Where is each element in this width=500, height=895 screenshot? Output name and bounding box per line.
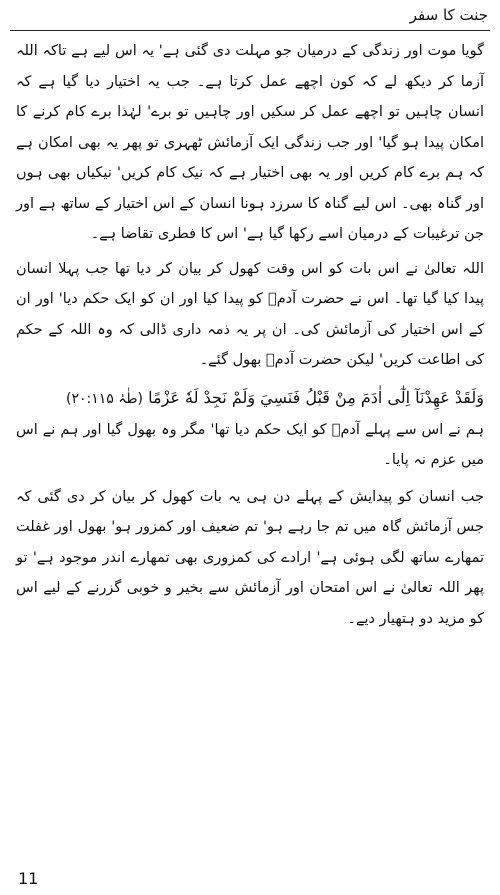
header-divider [10,30,490,31]
verse-reference: (طٰہٰ ۲۰:۱۱۵) [65,390,144,407]
verse-translation: ہم نے اس سے پہلے آدمؑ کو ایک حکم دیا تھا' مگر وہ بھول گیا اور ہم نے اس میں عزم نہ پایا۔ [16,421,484,468]
paragraph-1: گویا موت اور زندگی کے درمیان جو مہلت دی گئی ہے' یہ اس لیے ہے تاکہ اللہ آزما کر دیکھ لے کہ کون اچھے عمل کرتا ہے۔ جب یہ اختیار دیا گیا ہے کہ انسان چاہیں تو اچھے عمل کر سکیں اور چاہیں تو برے' لہٰذا برے کام کرنے کا امکان پیدا ہو گیا' اور جب زندگی ایک آزمائش ٹھہری تو پھر یہ بھی امکان ہے کہ ہم برے کام کریں اور یہ بھی اختیار ہے کہ نیک کام کریں' نیکیاں بھی ہوں اور گناہ بھی۔ اس لیے گناہ کا سرزد ہونا انسان کے اس اختیار کے ساتھ ہے اور جن ترغیبات کے درمیان اسے رکھا گیا ہے' اس کا فطری تقاضا ہے۔ [16,43,484,242]
page-number: 11 [18,869,39,888]
paragraph-2: اللہ تعالیٰ نے اس بات کو اس وقت کھول کر بیان کر دیا تھا جب پہلا انسان پیدا کیا گیا تھا۔ اس نے حضرت آدمؑ کو پیدا کیا اور ان کو ایک حکم دیا' اور ان کے اس اختیار کی آزمائش کی۔ ان پر یہ ذمہ داری ڈالی کہ وہ اللہ کے حکم کی اطاعت کریں' لیکن حضرت آدمؑ بھول گئے۔ [16,260,484,368]
page-body [16,36,484,638]
running-header-title: جنت کا سفر [409,6,488,24]
quran-verse-line [16,384,484,413]
paragraph-3: جب انسان کو پیدایش کے پہلے دن ہی یہ بات کھول کر بیان کر دی گئی کہ جس آزمائش گاہ میں تم جا رہے ہو' تم ضعیف اور کمزور ہو' بھول اور غفلت تمھارے ساتھ لگی ہوئی ہے' ارادے کی کمزوری بھی تمھارے اندر موجود ہے' تو پھر اللہ تعالیٰ نے اس امتحان اور آزمائش سے بخیر و خوبی گزرنے کے لیے اس کو مزید دو ہتھیار دیے۔ [16,488,484,627]
quran-verse: وَلَقَدْ عَهِدْنَآ اِلٰٓى اٰدَمَ مِنْ قَبْلُ فَنَسِيَ وَلَمْ نَجِدْ لَهٗ عَزْمًا [148,387,484,407]
